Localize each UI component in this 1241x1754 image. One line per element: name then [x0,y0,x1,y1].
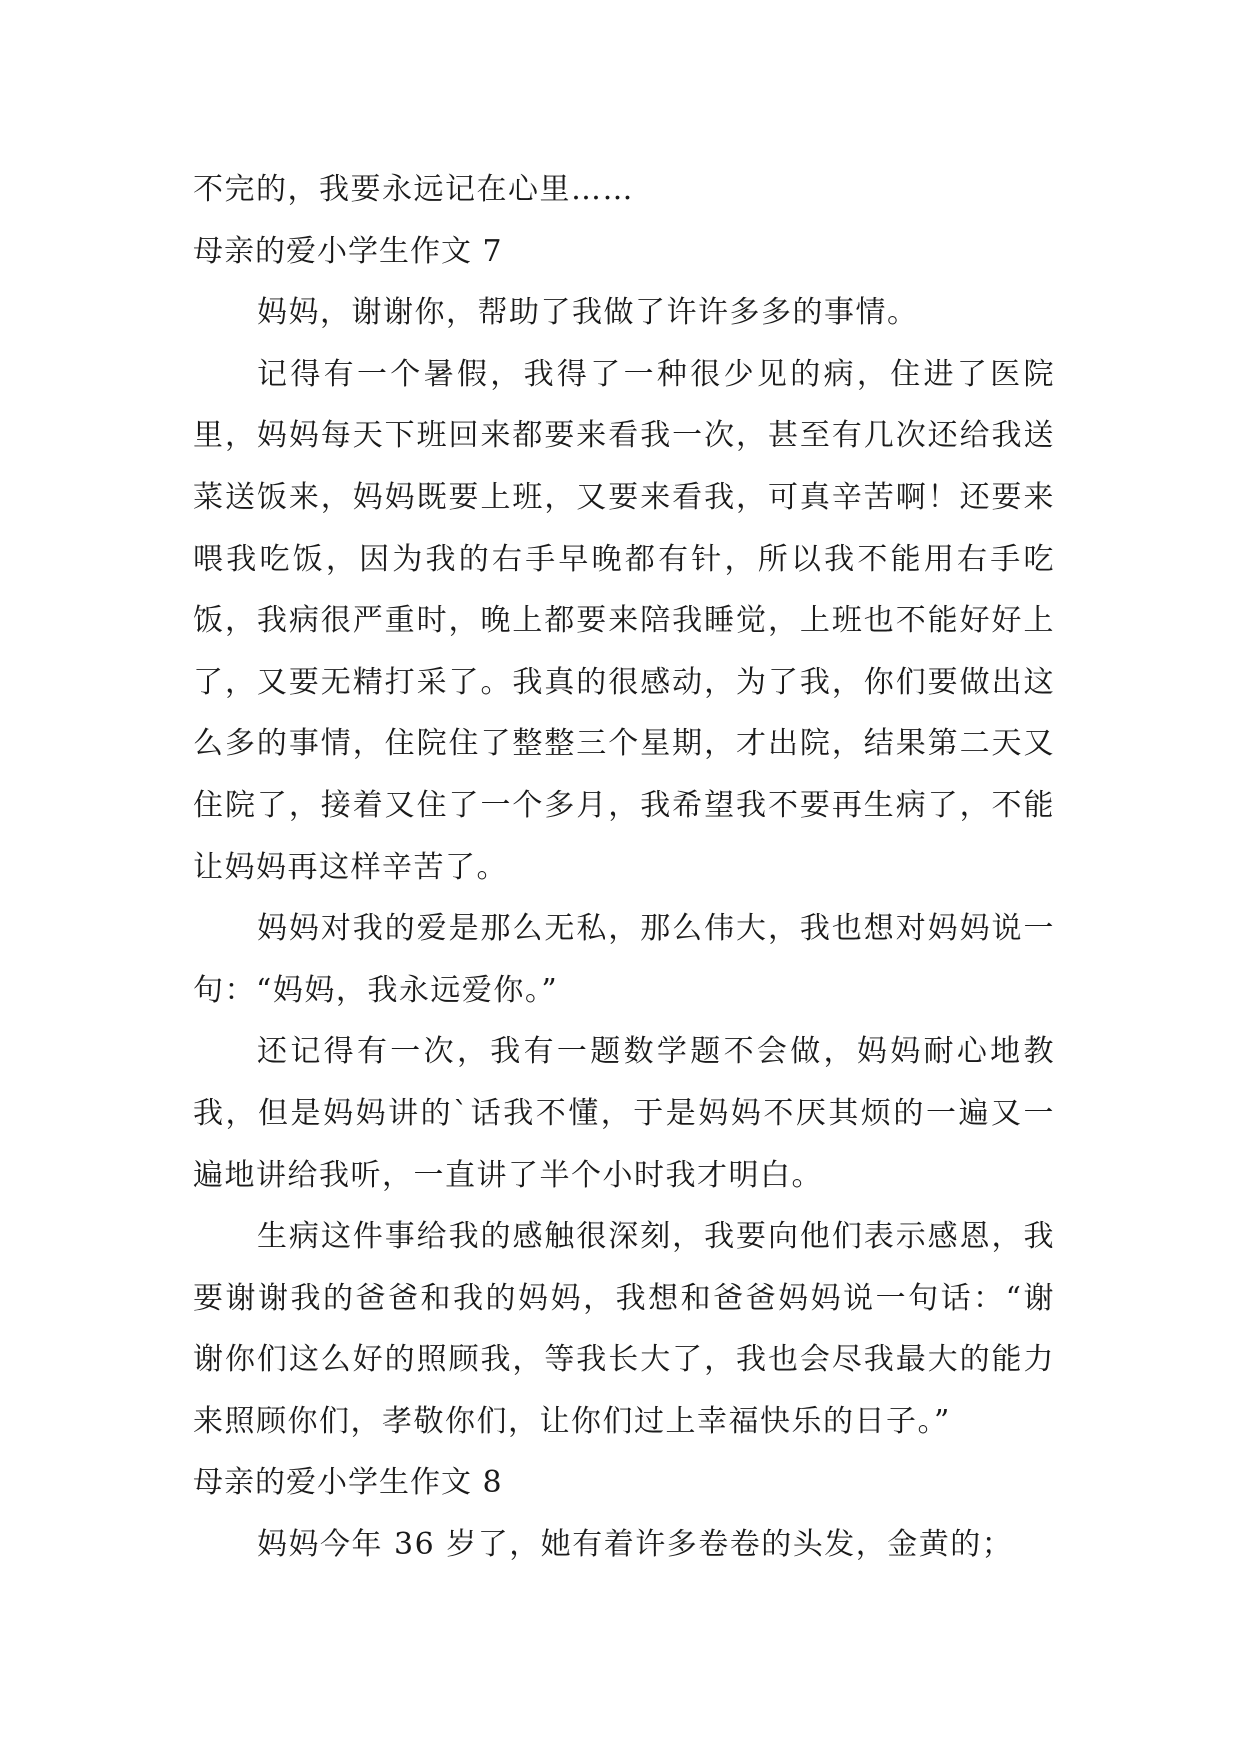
paragraph: 妈妈，谢谢你，帮助了我做了许许多多的事情。 [257,295,919,331]
paragraph: 记得有一个暑假，我得了一种很少见的病，住进了医院里，妈妈每天下班回来都要来看我一次，甚至有几次还给我送菜送饭来，妈妈既要上班，又要来看我，可真辛苦啊！还要来喂我吃饭，因为我的右手早晚都有针，所以我不能用右手吃饭，我病很严重时，晚上都要来陪我睡觉，上班也不能好好上了，又要无精打采了。我真的很感动，为了我，你们要做出这么多的事情，住院住了整整三个星期，才出院，结果第二天又住院了，接着又住了一个多月，我希望我不要再生病了，不能让妈妈再这样辛苦了。 [193,356,1055,885]
essay-heading-7: 母亲的爱小学生作文 7 [193,233,503,269]
continuation-line: 不完的，我要永远记在心里…… [193,172,634,207]
essay-heading-8: 母亲的爱小学生作文 8 [193,1465,503,1501]
paragraph: 妈妈对我的爱是那么无私，那么伟大，我也想对妈妈说一句：“妈妈，我永远爱你。” [193,911,1055,1008]
paragraph: 妈妈今年 36 岁了，她有着许多卷卷的头发，金黄的； [257,1527,1014,1563]
paragraph: 生病这件事给我的感触很深刻，我要向他们表示感恩，我要谢谢我的爸爸和我的妈妈，我想和爸爸妈妈说一句话：“谢谢你们这么好的照顾我，等我长大了，我也会尽我最大的能力来照顾你们，孝敬你们，让你们过上幸福快乐的日子。” [193,1219,1055,1439]
paragraph: 还记得有一次，我有一题数学题不会做，妈妈耐心地教我，但是妈妈讲的`话我不懂，于是妈妈不厌其烦的一遍又一遍地讲给我听，一直讲了半个小时我才明白。 [193,1034,1055,1193]
document-body [193,159,1055,1576]
